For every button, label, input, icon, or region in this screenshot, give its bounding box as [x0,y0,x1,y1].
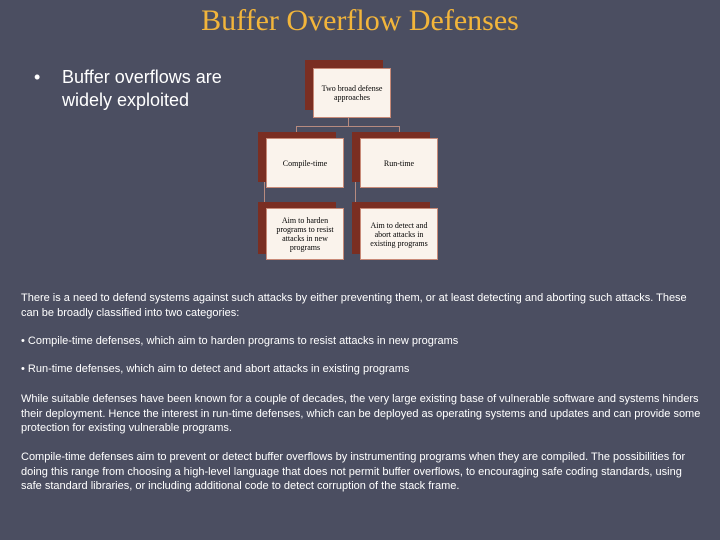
paragraph-intro: There is a need to defend systems against such attacks by either preventing them, or at least detecting and aborting such attacks. These can be broadly classified into two categories: [21,292,687,319]
compile-detail-label: Aim to harden programs to resist attacks in new programs [276,216,334,252]
slide-title: Buffer Overflow Defenses [201,4,519,37]
connector-root-down [348,118,349,126]
bullet-mark: • [34,67,41,87]
paragraph-run-time-bullet: • Run-time defenses, which aim to detect and abort attacks in existing programs [21,363,410,375]
root-box-label: Two broad defense approaches [321,84,383,102]
compile-time-box [266,138,344,188]
run-detail-label: Aim to detect and abort attacks in existing programs [370,220,428,248]
run-time-box [360,138,438,188]
paragraph-deployment: While suitable defenses have been known for a couple of decades, the very large existing base of vulnerable software and systems hinders their deployment. Hence the interest in run-time defenses, which can be deployed as operating systems and updates and can provide some protection for existing vulnerable programs. [21,393,701,434]
bullet-point [34,66,264,112]
bullet-text: Buffer overflows are widely exploited [62,67,222,110]
root-box [313,68,391,118]
paragraph-compile-time-bullet: • Compile-time defenses, which aim to harden programs to resist attacks in new programs [21,335,459,347]
connector-horizontal [296,126,400,127]
compile-time-label: Compile-time [282,158,328,168]
compile-detail-box [266,208,344,260]
run-detail-box [360,208,438,260]
run-time-label: Run-time [383,158,415,168]
paragraph-compile-time-defenses: Compile-time defenses aim to prevent or detect buffer overflows by instrumenting programs when they are compiled. The possibilities for doing this range from choosing a high-level language that does not permit buffer overflows, to encouraging safe coding standards, using safe standard libraries, or including additional code to detect corruption of the stack frame. [21,451,686,492]
